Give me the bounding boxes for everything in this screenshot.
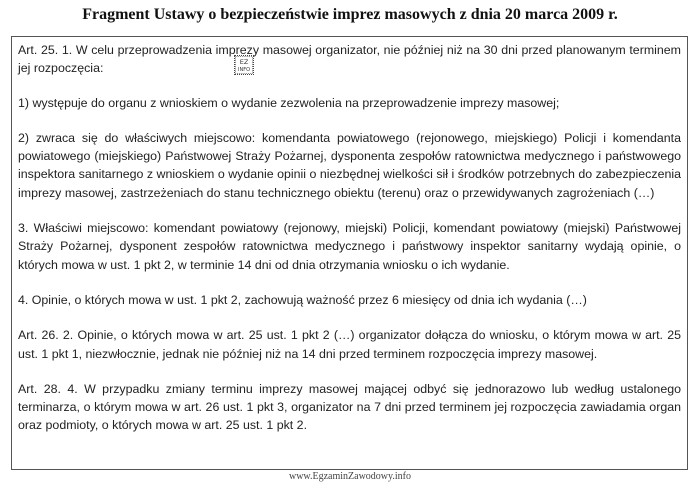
source-watermark: www.EgzaminZawodowy.info	[288, 471, 411, 482]
svg-text:INFO: INFO	[237, 67, 251, 73]
ez-info-stamp-graphic	[235, 56, 253, 74]
paragraph-art-25-4: 4. Opinie, o których mowa w ust. 1 pkt 2, zachowują ważność przez 6 miesięcy od dnia ich wydania (…)	[18, 292, 587, 307]
paragraph-art-25-1-pkt-2: 2) zwraca się do właściwych miejscowo: komendanta powiatowego (rejonowego, miejskiego) Policji i komendanta powiatowego (miejskiego) Państwowej Straży Pożarnej, dysponenta zespołów ratownictwa medycznego i państwowego inspektora sanitarnego z wnioskiem o wydanie opinii o niezbędnej wielkości sił i środków potrzebnych do zabezpieczenia imprezy masowej, zastrzeżeniach do stanu technicznego obiektu (terenu) oraz o przewidywanych zagrożeniach (…)	[18, 130, 681, 200]
paragraph-art-28-4: Art. 28. 4. W przypadku zmiany terminu imprezy masowej mającej odbyć się jednorazowo lub według ustalonego terminarza, o którym mowa w art. 26 ust. 1 pkt 3, organizator na 7 dni przed terminem jej rozpoczęcia zawiadamia organ oraz podmioty, o których mowa w art. 25 ust. 1 pkt 2.	[18, 381, 681, 433]
law-excerpt-box	[11, 36, 688, 470]
paragraph-art-25-1: Art. 25. 1. W celu przeprowadzenia imprezy masowej organizator, nie później niż na 30 dni przed planowanym terminem jej rozpoczęcia:	[18, 43, 681, 76]
paragraph-art-26-2: Art. 26. 2. Opinie, o których mowa w art. 25 ust. 1 pkt 2 (…) organizator dołącza do wniosku, o którym mowa w art. 25 ust. 1 pkt 1, niezwłocznie, jednak nie później niż na 14 dni przed terminem rozpoczęcia imprezy masowej.	[18, 328, 681, 361]
ez-info-stamp-icon	[234, 55, 254, 75]
paragraph-art-25-1-pkt-1: 1) występuje do organu z wnioskiem o wydanie zezwolenia na przeprowadzenie imprezy masowej;	[18, 95, 560, 110]
svg-text:EZ: EZ	[239, 58, 249, 66]
document-title: Fragment Ustawy o bezpieczeństwie imprez masowych z dnia 20 marca 2009 r.	[82, 6, 618, 23]
paragraph-art-25-3: 3. Właściwi miejscowo: komendant powiatowy (rejonowy, miejski) Policji, komendant powiatowy (miejski) Państwowej Straży Pożarnej, dysponent zespołów ratownictwa medycznego i państwowy inspektor sanitarny wydają opinie, o których mowa w ust. 1 pkt 2, w terminie 14 dni od dnia otrzymania wniosku o ich wydanie.	[18, 221, 681, 272]
